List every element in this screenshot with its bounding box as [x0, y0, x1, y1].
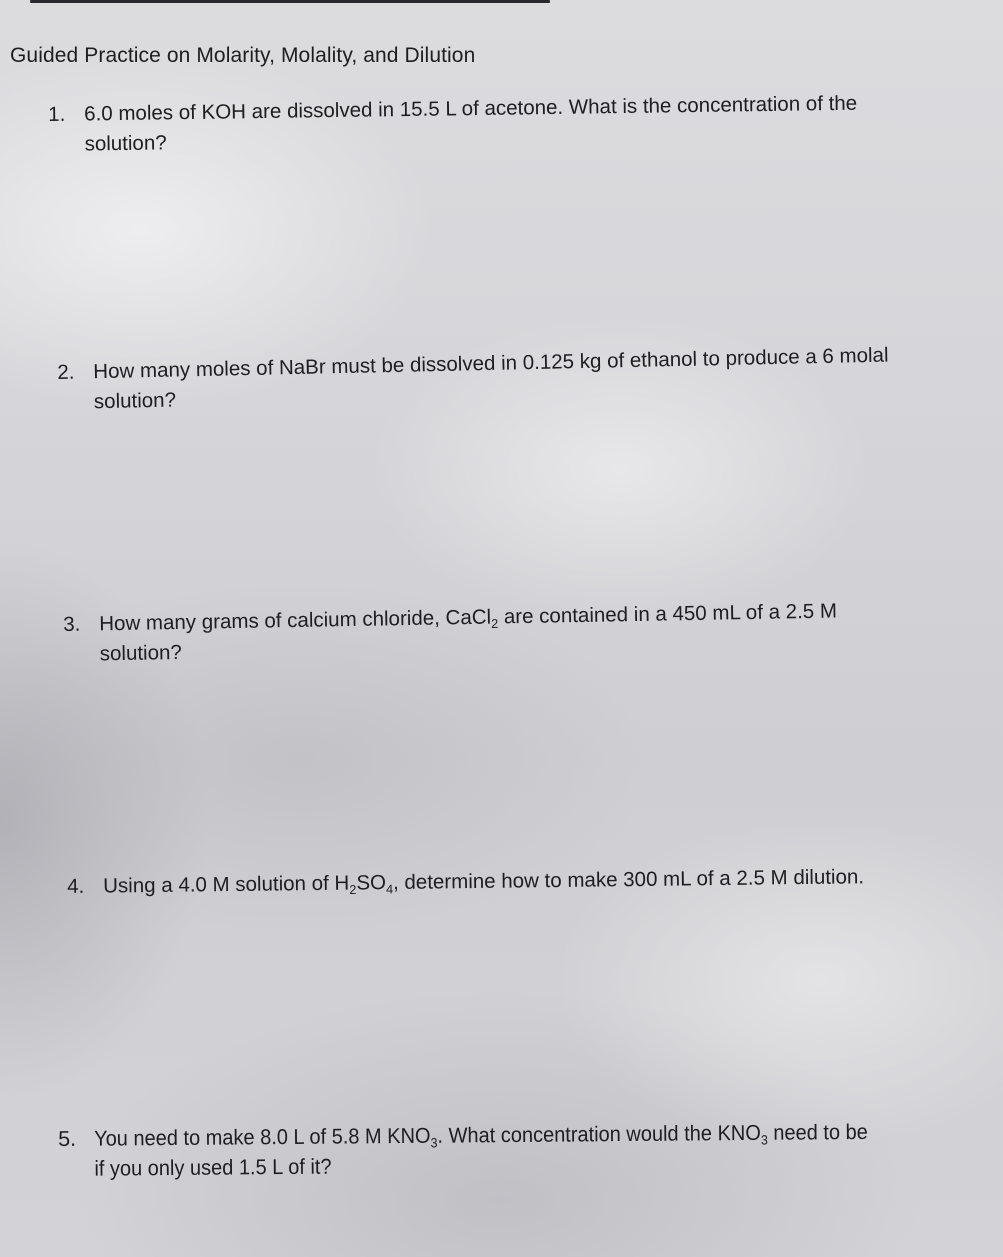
question-text-line: solution? — [93, 388, 177, 414]
question-number: 1. — [48, 102, 66, 126]
text-segment: Using a 4.0 M solution of H — [103, 871, 350, 898]
worksheet-title: Guided Practice on Molarity, Molality, and Dilution — [10, 44, 476, 67]
text-segment: How many grams of calcium chloride, CaCl — [99, 605, 492, 636]
subscript: 4 — [385, 881, 394, 897]
subscript: 3 — [760, 1132, 768, 1148]
question-number: 3. — [63, 612, 81, 636]
question-text-line — [103, 862, 864, 901]
question-number: 5. — [58, 1126, 77, 1151]
text-segment: SO — [356, 871, 387, 895]
text-segment: , determine how to make 300 mL of a 2.5 M dilution. — [392, 865, 865, 895]
question-2 — [57, 341, 889, 418]
text-segment: need to be — [767, 1119, 868, 1145]
question-text-line: solution? — [99, 640, 183, 666]
text-segment: . What concentration would the KNO — [437, 1120, 761, 1148]
text-segment: are contained in a 450 mL of a 2.5 M — [497, 599, 838, 629]
question-4 — [67, 862, 864, 902]
text-segment: You need to make 8.0 L of 5.8 M KNO — [94, 1123, 431, 1151]
subscript: 2 — [491, 615, 499, 631]
page-top-edge — [30, 0, 550, 3]
subscript: 3 — [430, 1135, 438, 1151]
question-text-line: 6.0 moles of KOH are dissolved in 15.5 L of acetone. What is the concentration of the — [84, 91, 858, 126]
question-text-line: if you only used 1.5 L of it? — [94, 1154, 332, 1181]
question-text-line: solution? — [84, 131, 167, 156]
question-text-line: How many moles of NaBr must be dissolved in 0.125 kg of ethanol to produce a 6 molal — [93, 343, 889, 384]
question-3 — [63, 596, 838, 669]
question-5 — [58, 1116, 926, 1184]
question-number: 4. — [67, 874, 85, 898]
subscript: 2 — [349, 881, 357, 897]
question-number: 2. — [57, 360, 75, 384]
question-1 — [48, 89, 858, 160]
